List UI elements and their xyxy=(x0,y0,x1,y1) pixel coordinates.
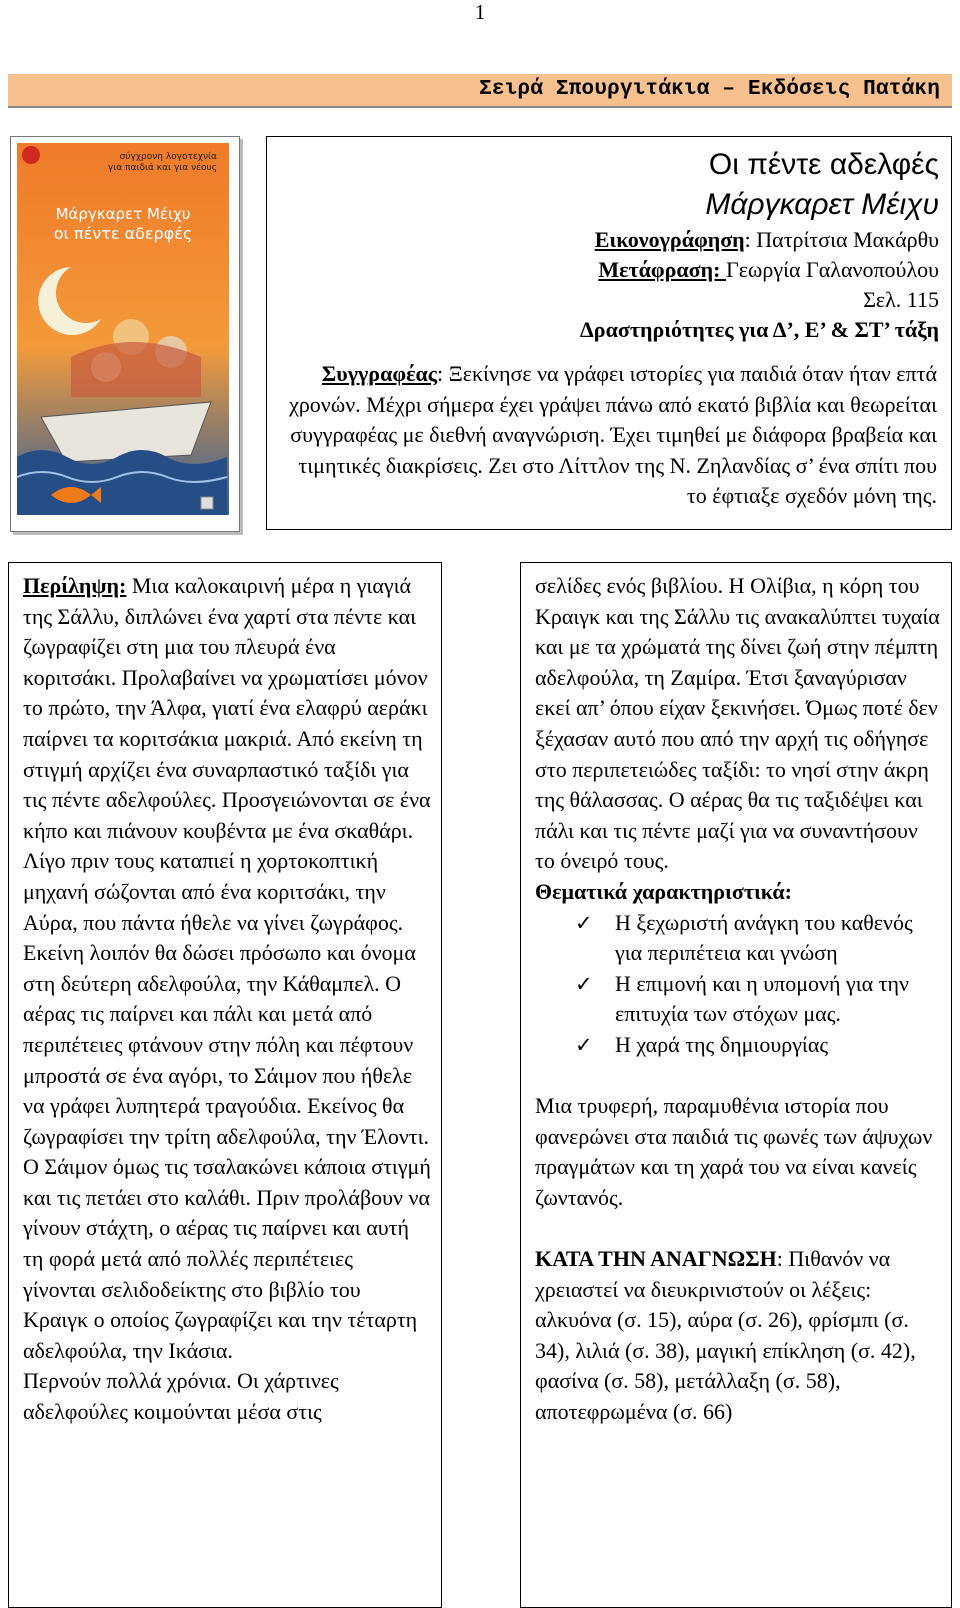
theme-item-text: Η επιμονή και η υπομονή για την επιτυχία των στόχων μας. xyxy=(615,970,909,1027)
illustration-line xyxy=(595,225,939,255)
cover-series-line2: για παιδιά και για νέους xyxy=(107,163,217,173)
book-cover-frame xyxy=(10,136,240,532)
themes-label: Θεματικά χαρακτηριστικά: xyxy=(535,878,792,904)
translation-value: Γεωργία Γαλανοπούλου xyxy=(725,257,939,282)
author-bio-text: : Ξεκίνησε να γράφει ιστορίες για παιδιά όταν ήταν επτά χρονών. Μέχρι σήμερα έχει γράψει πάνω από εκατό βιβλία και θεωρείται συγγραφέας με διεθνή αναγνώριση. Έχει τιμηθεί με διάφορα βραβεία και τιμητικές διακρίσεις. Ζει στο Λίττλον της Ν. Ζηλανδίας σ’ ένα σπίτι που το έφτιαξε σχεδόν μόνη της. xyxy=(289,361,937,508)
book-cover-image xyxy=(11,137,239,531)
translation-label: Μετάφραση: xyxy=(598,257,726,282)
themes-list xyxy=(535,908,941,1061)
check-icon: ✓ xyxy=(575,971,593,996)
cover-title: οι πέντε αδερφές xyxy=(53,224,193,243)
activities-grades: Δραστηριότητες για Δ’, Ε’ & ΣΤ’ τάξη xyxy=(580,317,939,342)
closing-paragraph: Μια τρυφερή, παραμυθένια ιστορία που φανερώνει στα παιδιά τις φωνές των άψυχων πραγμάτων και τη χαρά του να είναι κανείς ζωντανός. xyxy=(535,1093,933,1210)
theme-item xyxy=(575,969,941,1030)
series-title: Σειρά Σπουργιτάκια – Εκδόσεις Πατάκη xyxy=(479,78,940,101)
illustration-label: Εικονογράφηση xyxy=(594,227,745,252)
page-count: Σελ. 115 xyxy=(863,287,939,312)
check-icon: ✓ xyxy=(575,910,593,935)
author-label: Συγγραφέας xyxy=(321,361,438,386)
author-bio xyxy=(285,359,937,512)
illustration-value: : Πατρίτσια Μακάρθυ xyxy=(744,227,939,252)
theme-item xyxy=(575,908,941,969)
reading-label: ΚΑΤΑ ΤΗΝ ΑΝΑΓΝΩΣΗ xyxy=(535,1246,777,1272)
series-header-band xyxy=(8,74,952,108)
book-title: Οι πέντε αδελφές xyxy=(708,148,939,181)
summary-continued-column xyxy=(520,562,952,1608)
publisher-mark-icon xyxy=(201,497,213,509)
theme-item-text: Η ξεχωριστή ανάγκη του καθενός για περιπέτεια και γνώση xyxy=(615,909,913,966)
summary-column xyxy=(8,562,442,1608)
theme-item-text: Η χαρά της δημιουργίας xyxy=(615,1031,829,1057)
theme-item xyxy=(575,1030,941,1061)
cover-author: Μάργκαρετ Μέιχυ xyxy=(55,205,191,223)
cover-series-line1: σύγχρονη λογοτεχνία xyxy=(119,152,217,162)
reading-text: : Πιθανόν να χρειαστεί να διευκρινιστούν οι λέξεις: αλκυόνα (σ. 15), αύρα (σ. 26), φρίσμπι (σ. 34), λιλιά (σ. 38), μαγική επίκληση (σ. 42), φασίνα (σ. 58), μετάλλαξη (σ. 58), αποτεφρωμένα (σ. 66) xyxy=(535,1246,916,1425)
publisher-logo-icon xyxy=(22,146,40,164)
summary-label: Περίληψη: xyxy=(23,573,127,598)
summary-text: Μια καλοκαιρινή μέρα η γιαγιά της Σάλλυ, διπλώνει ένα χαρτί στα πέντε και ζωγραφίζει στη μια του πλευρά ένα κοριτσάκι. Προλαβαίνει να χρωματίσει μόνον το πρώτο, την Άλφα, γιατί ένα ελαφρύ αεράκι παίρνει τα κοριτσάκια μακριά. Από εκείνη τη στιγμή αρχίζει ένα συναρπαστικό ταξίδι για τις πέντε αδελφούλες. Προσγειώνονται σε ένα κήπο και πιάνουν κουβέντα με ένα σκαθάρι. Λίγο πριν τους καταπιεί η χορτοκοπτική μηχανή σώζονται από ένα κοριτσάκι, την Αύρα, που πάντα ήθελε να γίνει ζωγράφος. Εκείνη λοιπόν θα δώσει πρόσωπο και όνομα στη δεύτερη αδελφούλα, την Κάθαμπελ. Ο αέρας τις παίρνει και πάλι και μετά από περιπέτειες φτάνουν στην πόλη και πέφτουν μπροστά σε ένα αγόρι, το Σάιμον που ήθελε να γράφει λυπητερά τραγούδια. Εκείνος θα ζωγραφίσει την τρίτη αδελφούλα, την Έλοντι. Ο Σάιμον όμως τις τσαλακώνει κάποια στιγμή και τις πετάει στο καλάθι. Πριν προλάβουν να γίνουν στάχτη, ο αέρας τις παίρνει και αυτή τη φορά μετά από πολλές περιπέτειες γίνονται σελιδοδείκτης στο βιβλίο του Κραιγκ ο οποίος ζωγραφίζει και την τέταρτη αδελφούλα, την Ικάσια. xyxy=(23,573,431,1363)
book-info-box xyxy=(266,136,952,530)
book-author: Μάργκαρετ Μέιχυ xyxy=(705,188,939,221)
page-number: 1 xyxy=(474,0,486,24)
translation-line xyxy=(598,255,939,285)
summary-text-2: Περνούν πολλά χρόνια. Οι χάρτινες αδελφούλες κοιμούνται μέσα στις xyxy=(23,1368,339,1425)
check-icon: ✓ xyxy=(575,1032,593,1057)
summary-continued-text: σελίδες ενός βιβλίου. Η Ολίβια, η κόρη του Κραιγκ και της Σάλλυ τις ανακαλύπτει τυχαία και με τα χρώματά της δίνει ζωή στην πέμπτη αδελφούλα, τη Ζαμίρα. Έτσι ξαναγύρισαν εκεί απ’ όπου είχαν ξεκινήσει. Όμως ποτέ δεν ξέχασαν αυτό που από την αρχή τις οδήγησε στο περιπετειώδες ταξίδι: το νησί στην άκρη της θάλασσας. Ο αέρας θα τις ταξιδέψει και πάλι και τις πέντε μαζί για να συναντήσουν το όνειρό τους. xyxy=(535,573,940,874)
reading-note xyxy=(535,1244,941,1428)
